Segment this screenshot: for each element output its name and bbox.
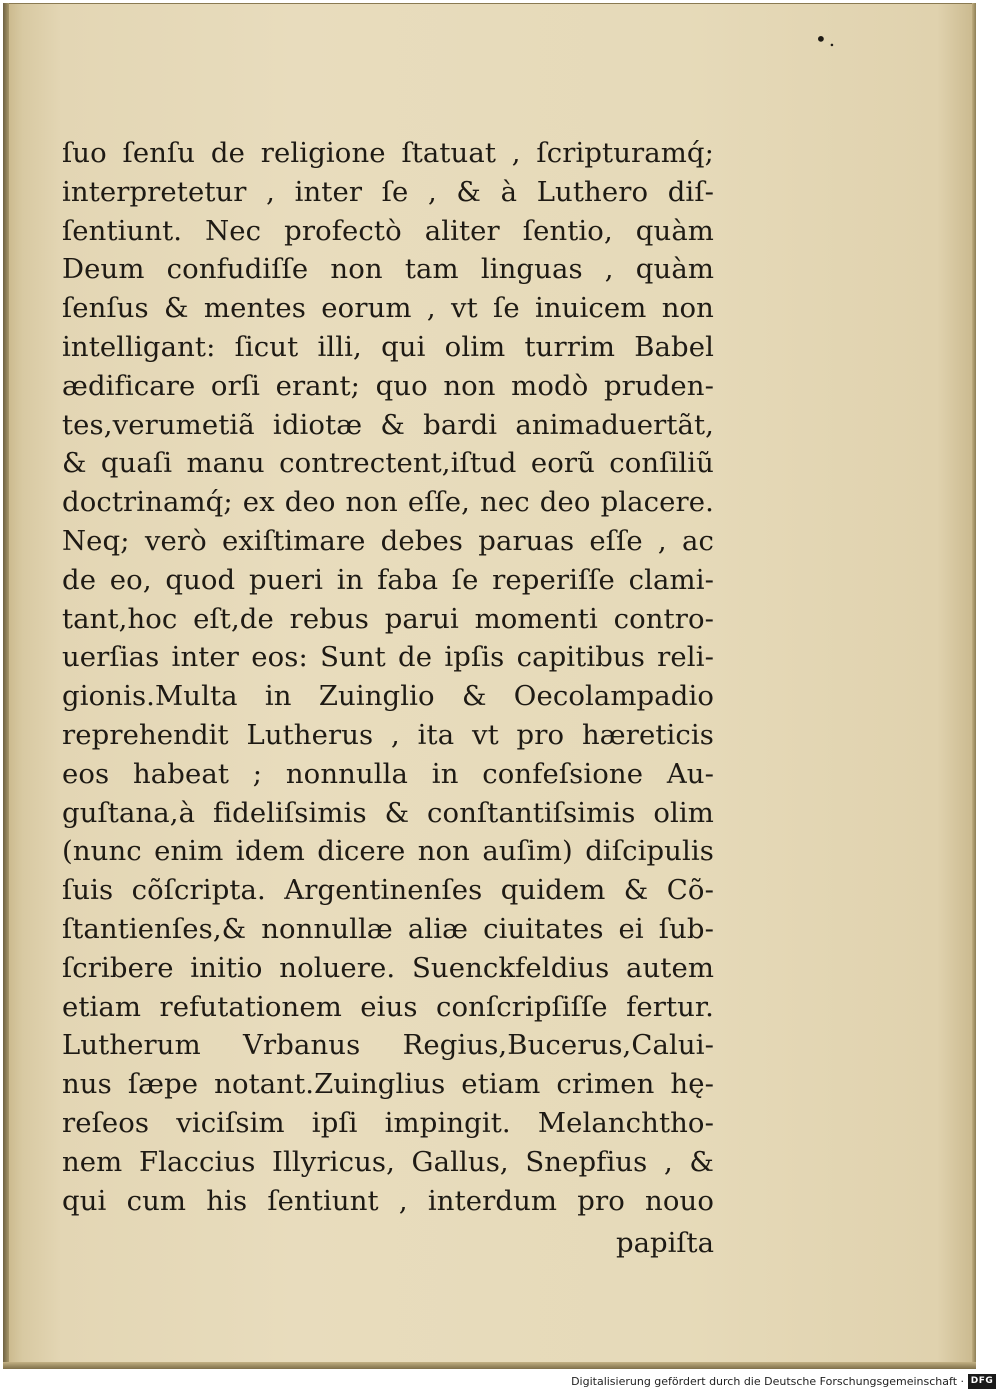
page-edge-bottom xyxy=(3,1362,976,1369)
text-line: Deum confudiſſe non tam linguas , quàm xyxy=(62,253,714,286)
text-line: guſtana,à fideliſsimis & conſtantiſsimis olim xyxy=(62,796,714,829)
text-line: nem Flaccius Illyricus, Gallus, Snepfius , & xyxy=(62,1145,714,1178)
text-line: ſcribere initio noluere. Suenckfeldius autem xyxy=(62,951,714,984)
text-line: gionis.Multa in Zuinglio & Oecolampadio xyxy=(62,680,714,713)
body-text xyxy=(62,134,714,1220)
text-line: reſeos viciſsim ipſi impingit. Melanchtho- xyxy=(62,1106,714,1139)
text-line: ædificare orſi erant; quo non modò pruden- xyxy=(62,369,714,402)
text-line: Neq; verò exiſtimare debes paruas eſſe , ac xyxy=(62,524,714,557)
dfg-logo: DFG xyxy=(968,1374,996,1389)
text-line: tant,hoc eſt,de rebus parui momenti contro- xyxy=(62,602,714,635)
text-line: reprehendit Lutherus , ita vt pro hæreticis xyxy=(62,718,714,751)
text-line: qui cum his ſentiunt , interdum pro nouo xyxy=(62,1184,714,1217)
text-line: (nunc enim idem dicere non auſim) diſcipulis xyxy=(62,835,714,868)
text-line: nus ſæpe notant.Zuinglius etiam crimen hę- xyxy=(62,1068,714,1101)
text-line: uerſias inter eos: Sunt de ipſis capitibus reli- xyxy=(62,641,714,674)
text-line: interpretetur , inter ſe , & à Luthero diſ- xyxy=(62,175,714,208)
text-line: eos habeat ; nonnulla in confeſsione Au- xyxy=(62,757,714,790)
text-line: de eo, quod pueri in faba ſe reperiſſe clami- xyxy=(62,563,714,596)
text-line: intelligant: ſicut illi, qui olim turrim Babel xyxy=(62,330,714,363)
text-line: etiam refutationem eius conſcripſiſſe fertur. xyxy=(62,990,714,1023)
text-line: ſenſus & mentes eorum , vt ſe inuicem non xyxy=(62,292,714,325)
text-line: ſentiunt. Nec profectò aliter ſentio, quàm xyxy=(62,214,714,247)
funding-credit: Digitalisierung gefördert durch die Deutsche Forschungsgemeinschaft · xyxy=(571,1375,964,1388)
page-edge-left xyxy=(3,3,9,1369)
text-line: ſuo ſenſu de religione ſtatuat , ſcripturamq́; xyxy=(62,137,714,169)
text-line: tes,verumetiã idiotæ & bardi animaduertãt, xyxy=(62,408,714,441)
footer-bar xyxy=(0,1372,1000,1392)
text-line: doctrinamq́; ex deo non eſſe, nec deo placere. xyxy=(62,486,714,519)
text-line: ſtantienſes,& nonnullæ aliæ ciuitates ei ſub- xyxy=(62,912,714,945)
page-edge-right xyxy=(972,3,976,1369)
text-line: & quaſi manu contrectent,iſtud eorũ conſiliũ xyxy=(62,447,714,480)
text-line: ſuis cõſcripta. Argentinenſes quidem & Cõ- xyxy=(62,874,714,907)
text-line: Lutherum Vrbanus Regius,Bucerus,Calui- xyxy=(62,1029,714,1062)
signature-mark: •. xyxy=(815,27,838,51)
catchword: papiſta xyxy=(615,1227,714,1259)
